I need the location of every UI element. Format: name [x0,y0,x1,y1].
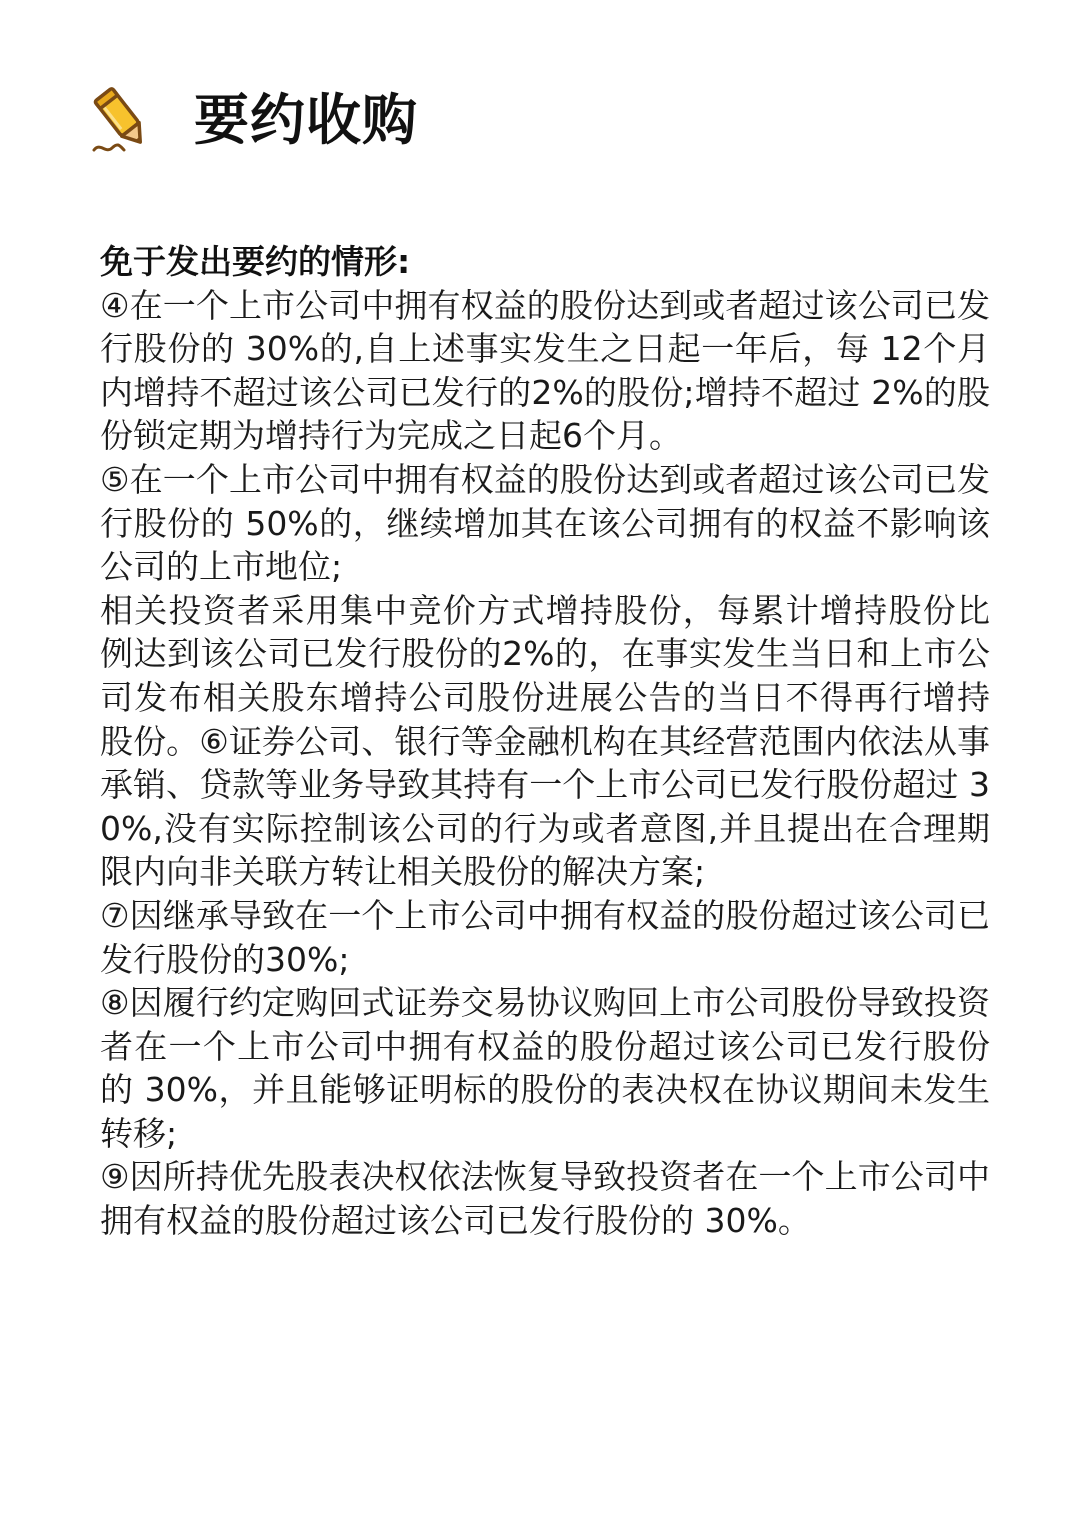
paragraph-item-6: 相关投资者采用集中竞价方式增持股份，每累计增持股份比例达到该公司已发行股份的2%的，在事实发生当日和上市公司发布相关股东增持公司股份进展公告的当日不得再行增持股份。⑥证券公司、银行等金融机构在其经营范围内依法从事承销、贷款等业务导致其持有一个上市公司已发行股份超过 30%,没有实际控制该公司的行为或者意图,并且提出在合理期限内向非关联方转让相关股份的解决方案; [100,590,990,892]
paragraph-item-4: ④在一个上市公司中拥有权益的股份达到或者超过该公司已发行股份的 30%的,自上述事实发生之日起一年后，每 12个月内增持不超过该公司已发行的2%的股份;增持不超过 2%的股份锁定期为增持行为完成之日起6个月。 [100,285,990,456]
page-title: 要约收购 [194,87,419,152]
paragraph-item-9: ⑨因所持优先股表决权依法恢复导致投资者在一个上市公司中拥有权益的股份超过该公司已发行股份的 30%。 [100,1157,990,1241]
pen-icon [90,84,156,156]
section-heading: 免于发出要约的情形: [100,242,411,281]
paragraph-item-8: ⑧因履行约定购回式证券交易协议购回上市公司股份导致投资者在一个上市公司中拥有权益的股份超过该公司已发行股份的 30%，并且能够证明标的股份的表决权在协议期间未发生转移; [100,983,990,1153]
header [90,70,418,170]
document-body [100,240,990,1243]
paragraph-item-5: ⑤在一个上市公司中拥有权益的股份达到或者超过该公司已发行股份的 50%的，继续增加其在该公司拥有的权益不影响该公司的上市地位; [100,459,990,587]
paragraph-item-7: ⑦因继承导致在一个上市公司中拥有权益的股份超过该公司已发行股份的30%; [100,895,990,979]
